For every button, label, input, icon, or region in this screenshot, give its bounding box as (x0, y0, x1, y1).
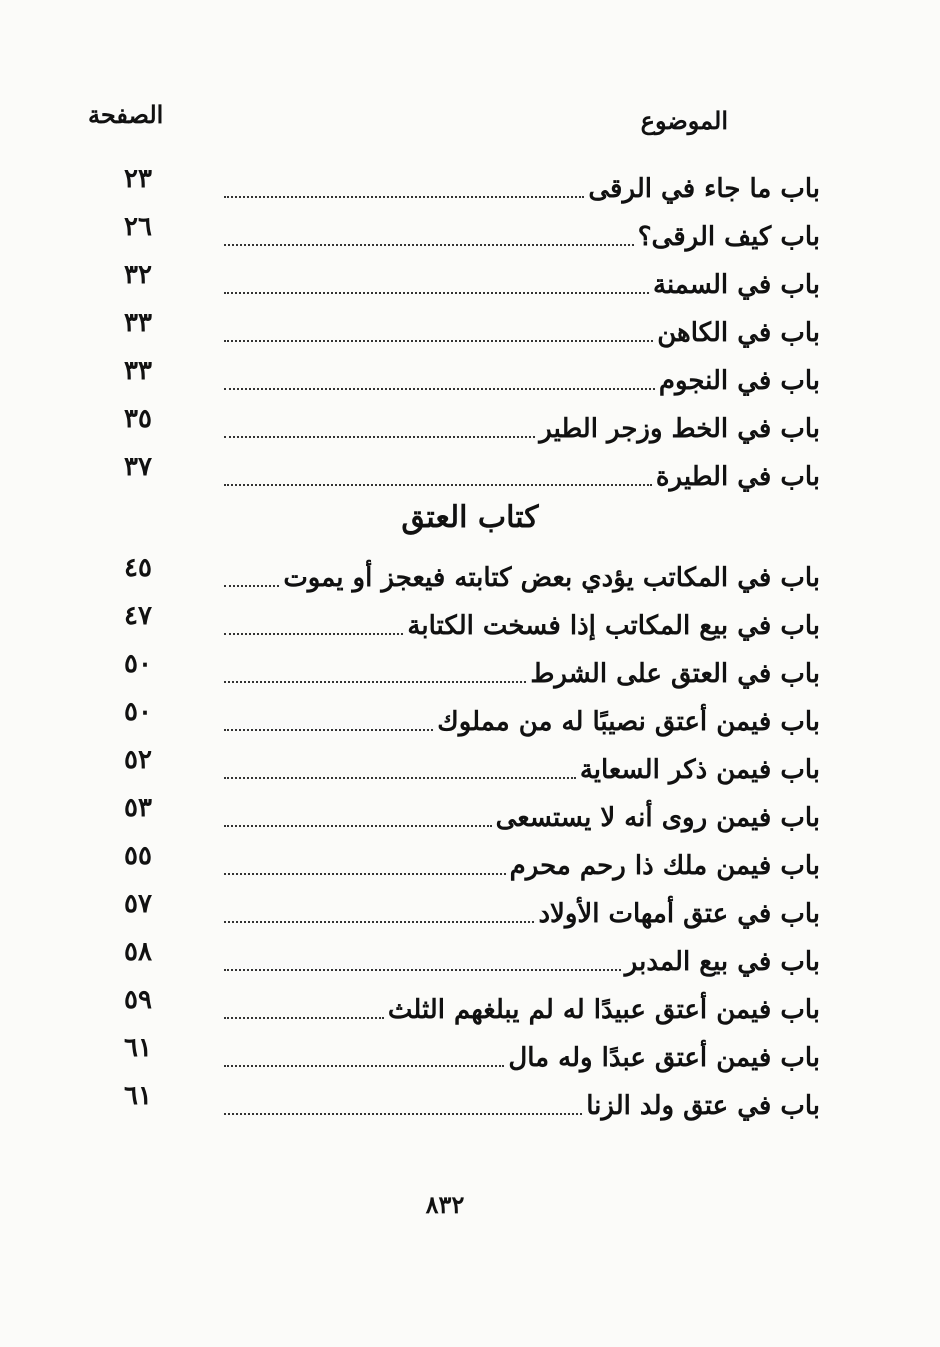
toc-entry (120, 601, 820, 653)
toc-entry-title: باب في النجوم (658, 366, 820, 396)
toc-entry-title-line (224, 366, 820, 396)
toc-entry-page: ٥٠ (124, 697, 152, 727)
dot-leader (224, 921, 534, 923)
toc-entry (120, 212, 820, 264)
toc-entry-title-line (224, 995, 820, 1025)
dot-leader (224, 388, 655, 390)
dot-leader (224, 1113, 582, 1115)
toc-entry-title: باب في بيع المدبر (624, 947, 820, 977)
toc-entry-page: ٤٥ (124, 553, 152, 583)
toc-entry (120, 452, 820, 504)
toc-entry-page: ٦١ (124, 1033, 152, 1063)
toc-entry-page: ٦١ (124, 1081, 152, 1111)
dot-leader (224, 681, 526, 683)
toc-entry (120, 985, 820, 1037)
toc-entry-title: باب في العتق على الشرط (530, 659, 820, 689)
dot-leader (224, 340, 653, 342)
column-header-page: الصفحة (88, 100, 164, 129)
toc-entry-title: باب فيمن أعتق عبيدًا له لم يبلغهم الثلث (387, 995, 820, 1025)
toc-entry-title: باب في عتق أمهات الأولاد (538, 899, 820, 929)
dot-leader (224, 292, 649, 294)
toc-entry-title: باب في الطيرة (655, 462, 820, 492)
toc-entry-page: ٣٣ (124, 308, 152, 338)
toc-entry (120, 889, 820, 941)
toc-entry-page: ٥٥ (124, 841, 152, 871)
toc-entry-title-line (224, 899, 820, 929)
toc-entry-title-line (224, 270, 820, 300)
toc-entry-page: ٤٧ (124, 601, 152, 631)
toc-entry (120, 1081, 820, 1133)
toc-entry (120, 649, 820, 701)
dot-leader (224, 873, 506, 875)
toc-entry-title-line (224, 1043, 820, 1073)
toc-entry-page: ٥٠ (124, 649, 152, 679)
page-number: ٨٣٢ (425, 1190, 465, 1219)
toc-entry-title-line (224, 707, 820, 737)
toc-entry-title-line (224, 318, 820, 348)
toc-entry (120, 745, 820, 797)
toc-entry (120, 1033, 820, 1085)
toc-entry-title: باب فيمن أعتق نصيبًا له من مملوك (437, 707, 820, 737)
toc-entry (120, 793, 820, 845)
toc-entry-page: ٥٢ (124, 745, 152, 775)
toc-entry-title-line (224, 414, 820, 444)
toc-entry-title-line (224, 755, 820, 785)
dot-leader (224, 484, 652, 486)
dot-leader (224, 729, 433, 731)
toc-entry-title-line (224, 611, 820, 641)
dot-leader (224, 633, 403, 635)
dot-leader (224, 777, 576, 779)
toc-entry-page: ٢٣ (124, 164, 152, 194)
toc-entry-title: باب في الكاهن (657, 318, 820, 348)
dot-leader (224, 969, 621, 971)
toc-entry (120, 356, 820, 408)
toc-entry-title: باب فيمن ذكر السعاية (579, 755, 820, 785)
toc-entry-page: ٥٣ (124, 793, 152, 823)
toc-entry-title-line (224, 947, 820, 977)
toc-entry-page: ٣٥ (124, 404, 152, 434)
toc-entry (120, 260, 820, 312)
toc-entry-title-line (224, 222, 820, 252)
toc-entry-title-line (224, 659, 820, 689)
dot-leader (224, 196, 584, 198)
dot-leader (224, 1017, 384, 1019)
dot-leader (224, 825, 492, 827)
toc-section-2 (120, 553, 820, 1133)
toc-entry-title: باب في بيع المكاتب إذا فسخت الكتابة (407, 611, 820, 641)
dot-leader (224, 436, 535, 438)
toc-entry-title: باب في عتق ولد الزنا (586, 1091, 820, 1121)
book-title: كتاب العتق (401, 500, 539, 535)
toc-entry (120, 308, 820, 360)
toc-entry (120, 553, 820, 605)
toc-entry (120, 841, 820, 893)
toc-entry-title-line (224, 803, 820, 833)
toc-entry (120, 937, 820, 989)
toc-entry-title: باب في السمنة (653, 270, 820, 300)
toc-entry-page: ٥٨ (124, 937, 152, 967)
toc-entry-title-line (224, 851, 820, 881)
toc-entry-title: باب في الخط وزجر الطير (539, 414, 820, 444)
toc-entry (120, 404, 820, 456)
toc-entry-title: باب فيمن روى أنه لا يستسعى (495, 803, 820, 833)
toc-entry-page: ٥٧ (124, 889, 152, 919)
toc-entry-title-line (224, 462, 820, 492)
dot-leader (224, 585, 279, 587)
toc-entry-title: باب في المكاتب يؤدي بعض كتابته فيعجز أو يموت (283, 563, 820, 593)
toc-entry (120, 164, 820, 216)
dot-leader (224, 1065, 504, 1067)
toc-entry (120, 697, 820, 749)
toc-entry-title: باب فيمن أعتق عبدًا وله مال (508, 1043, 820, 1073)
toc-entry-title-line (224, 1091, 820, 1121)
toc-entry-title: باب كيف الرقى؟ (637, 222, 820, 252)
column-header-topic: الموضوع (640, 106, 728, 135)
toc-entry-page: ٣٢ (124, 260, 152, 290)
toc-entry-title: باب ما جاء في الرقى (588, 174, 820, 204)
toc-entry-page: ٣٣ (124, 356, 152, 386)
dot-leader (224, 244, 634, 246)
toc-entry-page: ٣٧ (124, 452, 152, 482)
toc-entry-page: ٥٩ (124, 985, 152, 1015)
toc-entry-page: ٢٦ (124, 212, 152, 242)
toc-section-1 (120, 164, 820, 504)
toc-entry-title: باب فيمن ملك ذا رحم محرم (509, 851, 820, 881)
toc-entry-title-line (224, 563, 820, 593)
toc-entry-title-line (224, 174, 820, 204)
